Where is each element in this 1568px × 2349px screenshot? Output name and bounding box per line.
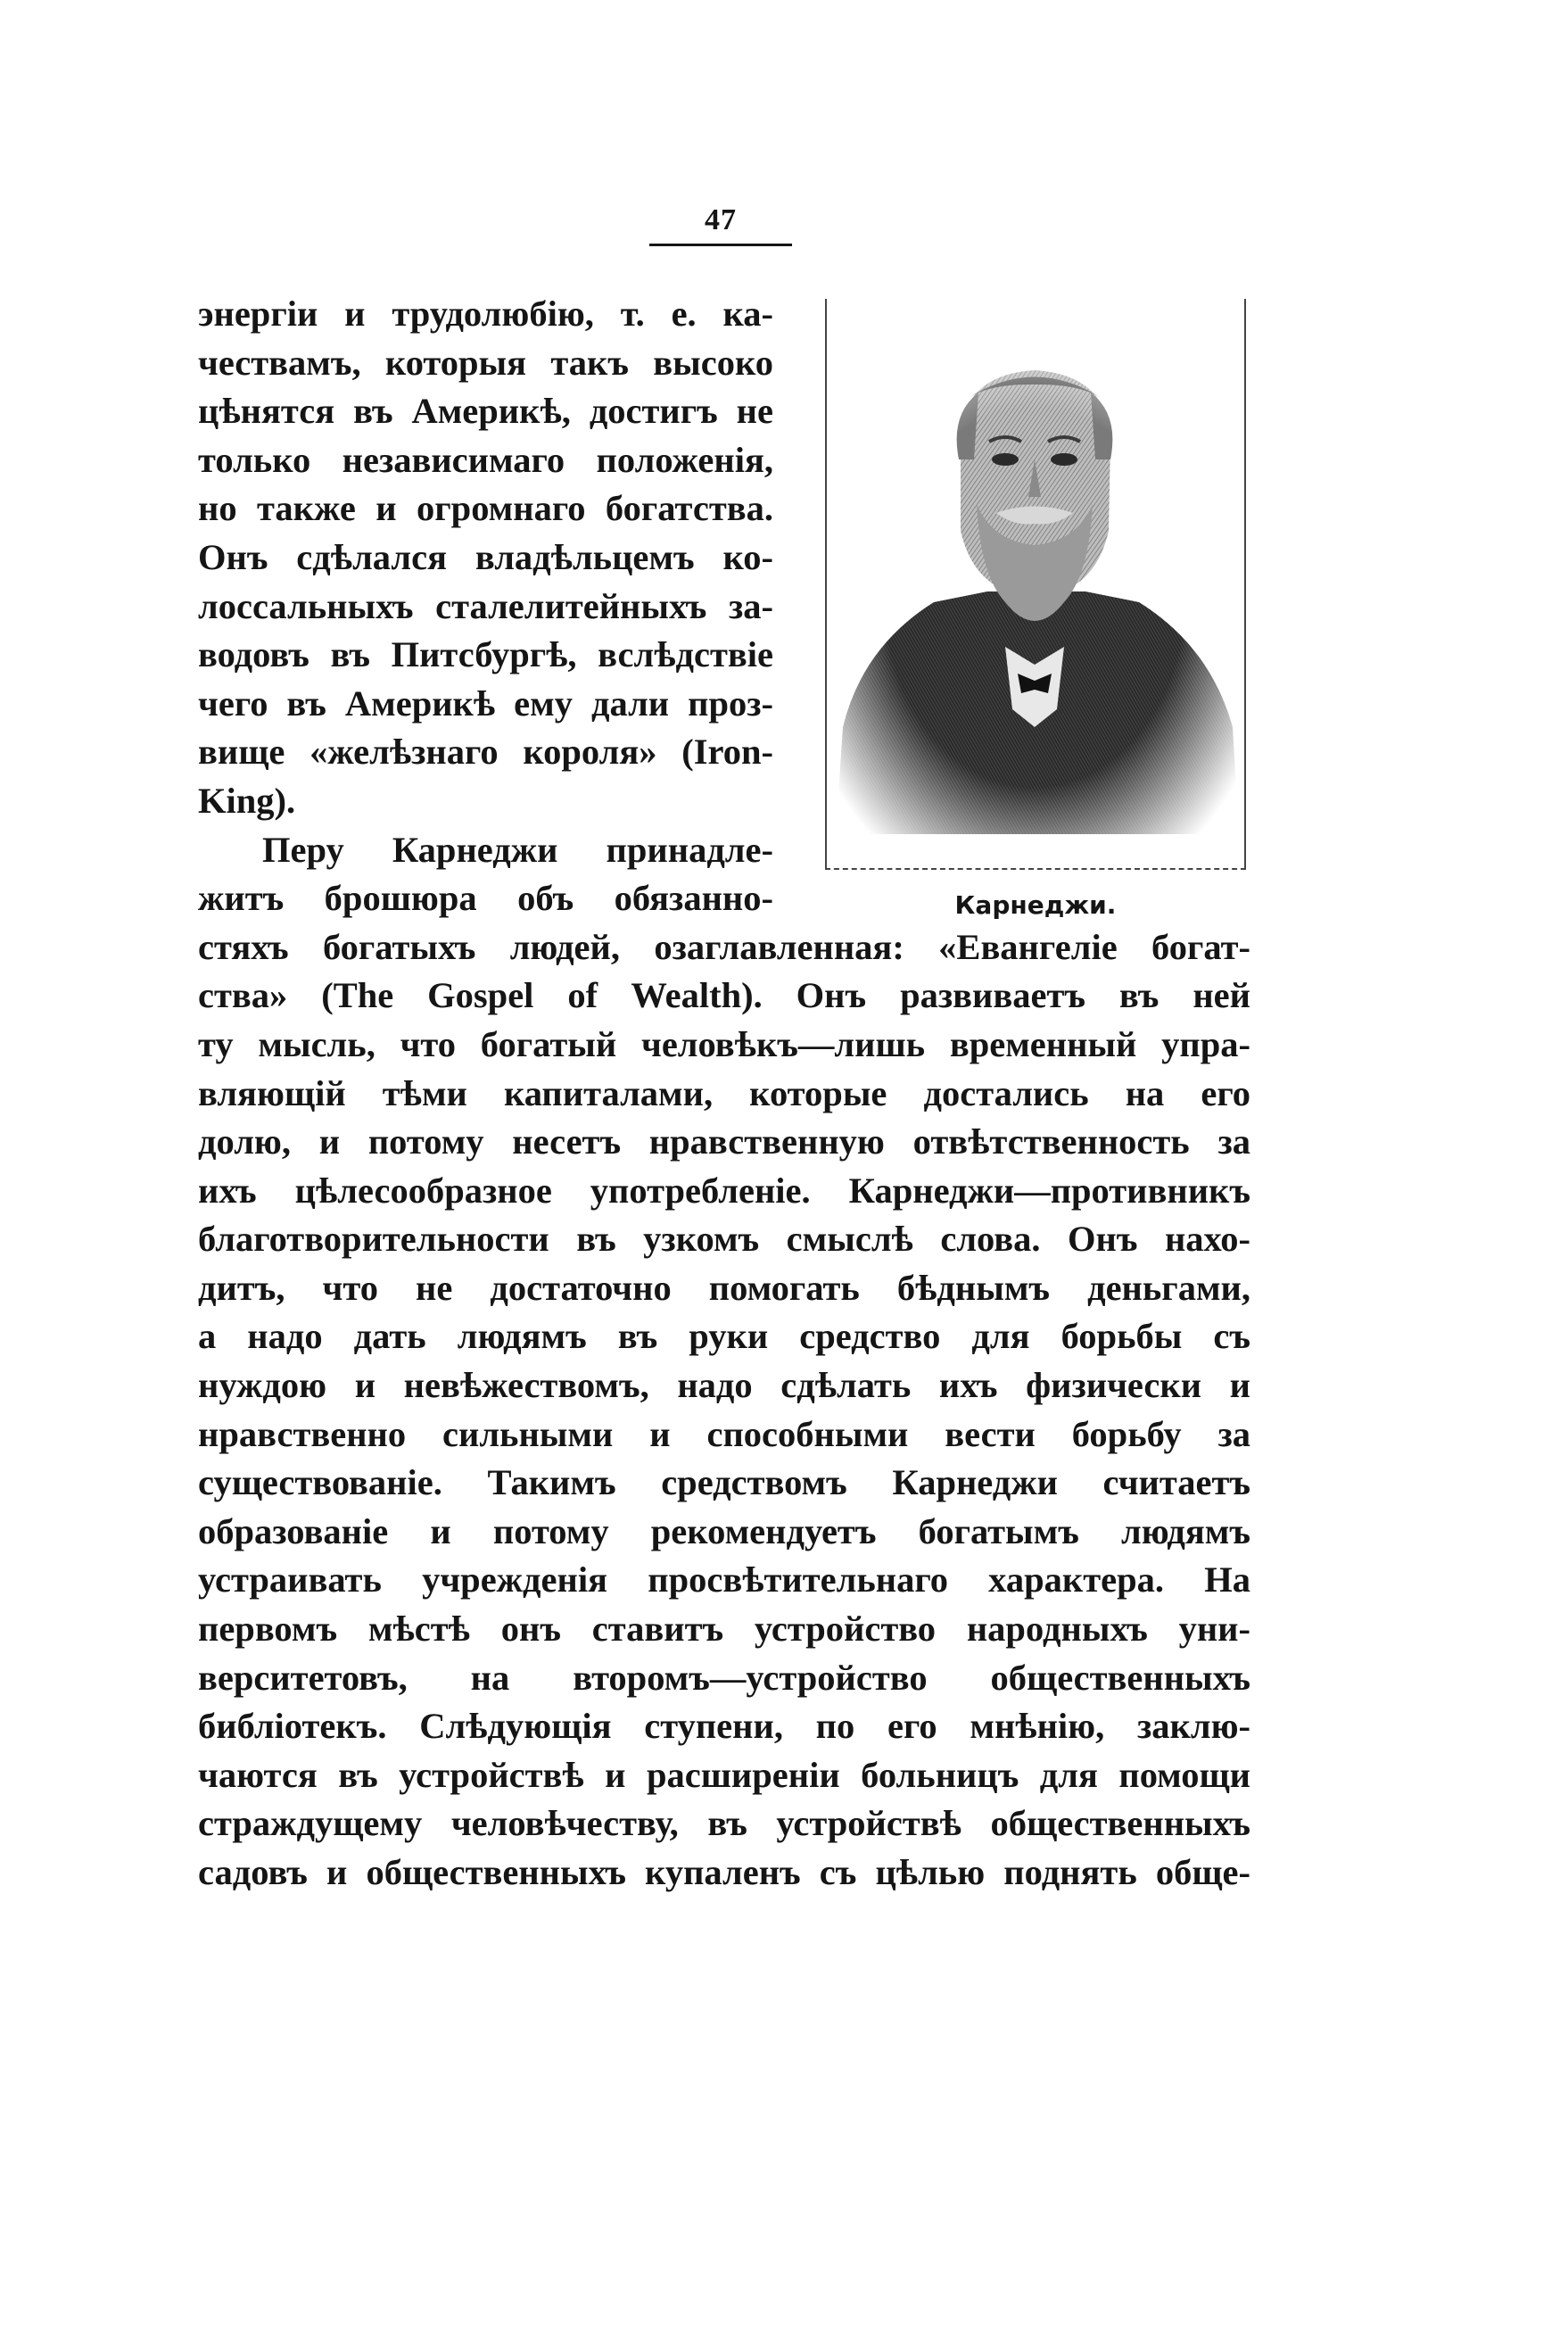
text-line: нравственно сильными и способными вести борьбу за — [198, 1413, 1250, 1454]
text-line: вище «желѣзнаго короля» (Iron- — [198, 732, 773, 773]
text-line: только независимаго положенія, — [198, 439, 773, 480]
text-line: ту мысль, что богатый человѣкъ—лишь временный упра- — [198, 1023, 1250, 1064]
text-line: чествамъ, которыя такъ высоко — [198, 342, 773, 383]
page-number-rule — [649, 244, 792, 246]
text-line: верситетовъ, на второмъ—устройство общественныхъ — [198, 1657, 1250, 1698]
text-line: King). — [198, 780, 296, 821]
page-number: 47 — [705, 203, 737, 236]
text-line: устраивать учрежденія просвѣтительнаго характера. На — [198, 1559, 1250, 1600]
text-line: чего въ Америкѣ ему дали проз- — [198, 682, 773, 724]
body-text — [198, 290, 1250, 1898]
text-line: чаются въ устройствѣ и расширеніи больницъ для помощи — [198, 1754, 1250, 1795]
text-line: нуждою и невѣжествомъ, надо сдѣлать ихъ физически и — [198, 1365, 1250, 1406]
text-line: водовъ въ Питсбургѣ, вслѣдствіе — [198, 634, 773, 675]
text-line: Онъ сдѣлался владѣльцемъ ко- — [198, 536, 773, 577]
text-line: но также и огромнаго богатства. — [198, 488, 773, 529]
text-line: библіотекъ. Слѣдующія ступени, по его мнѣнію, заклю- — [198, 1706, 1250, 1747]
figure-caption: Карнеджи. — [954, 890, 1117, 920]
text-line: первомъ мѣстѣ онъ ставитъ устройство народныхъ уни- — [198, 1609, 1250, 1650]
text-line: дитъ, что не достаточно помогать бѣднымъ деньгами, — [198, 1267, 1250, 1308]
text-line: лоссальныхъ сталелитейныхъ за- — [198, 585, 773, 626]
text-line: ихъ цѣлесообразное употребленіе. Карнеджи—противникъ — [198, 1170, 1250, 1211]
text-line: благотворительности въ узкомъ смыслѣ слова. Онъ нахо- — [198, 1219, 1250, 1260]
text-line: образованіе и потому рекомендуетъ богатымъ людямъ — [198, 1510, 1250, 1551]
text-line: цѣнятся въ Америкѣ, достигъ не — [198, 391, 773, 432]
text-line: садовъ и общественныхъ купаленъ съ цѣлью поднять обще- — [198, 1852, 1250, 1892]
text-line: Перу Карнеджи принадле- — [262, 829, 773, 870]
text-line: житъ брошюра объ обязанно- — [198, 878, 773, 919]
text-line: долю, и потому несетъ нравственную отвѣтственность за — [198, 1121, 1250, 1162]
text-line: существованіе. Такимъ средствомъ Карнеджи считаетъ — [198, 1462, 1250, 1503]
text-line: вляющій тѣми капиталами, которые достались на его — [198, 1072, 1250, 1113]
text-line: страждущему человѣчеству, въ устройствѣ общественныхъ — [198, 1803, 1250, 1844]
text-line: энергіи и трудолюбію, т. е. ка- — [198, 294, 773, 334]
text-line: а надо дать людямъ въ руки средство для борьбы съ — [198, 1316, 1250, 1357]
text-line: стяхъ богатыхъ людей, озаглавленная: «Евангеліе богат- — [198, 926, 1250, 967]
text-line: ства» (The Gospel of Wealth). Онъ развиваетъ въ ней — [198, 975, 1250, 1016]
